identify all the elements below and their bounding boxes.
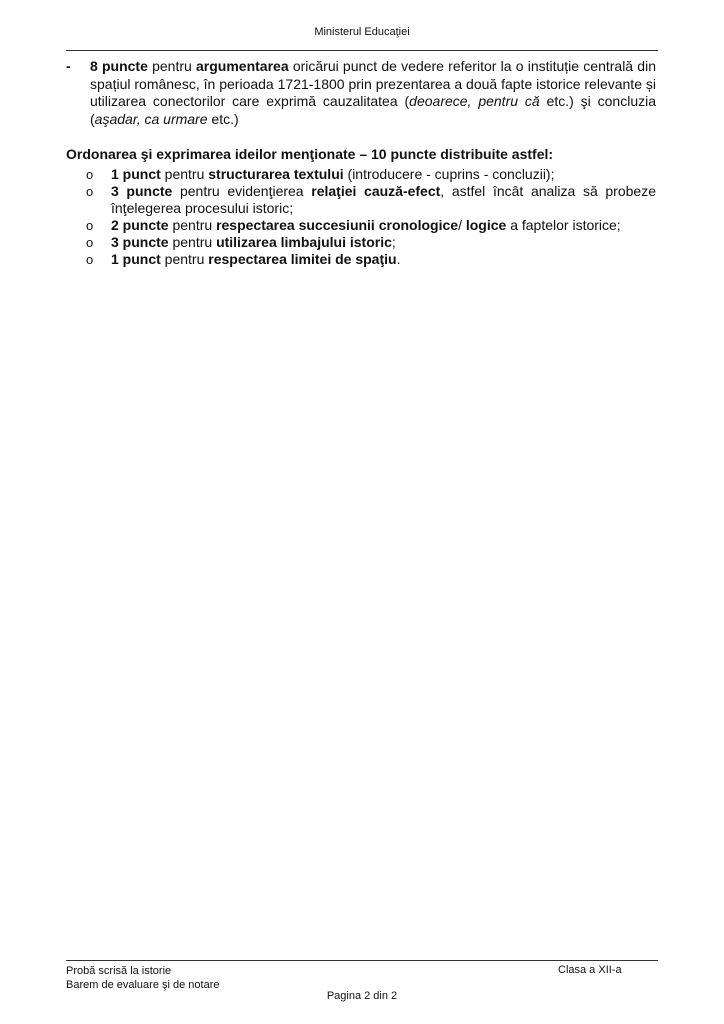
item-points: 2 puncte [111,217,169,233]
argument-paragraph [90,58,656,128]
item-keyword: respectarea succesiunii cronologice [216,217,459,233]
item-text: pentru [168,217,217,233]
circle-bullet-icon: o [86,252,94,267]
argument-criterion [66,58,656,128]
item-keyword: respectarea limitei de spaţiu [208,251,397,267]
item-keyword-2: logice [465,217,507,233]
item-text: pentru [168,234,217,250]
item-points: 3 puncte [111,183,173,199]
item-text: ; [391,234,396,250]
circle-bullet-icon: o [86,184,94,199]
argument-keyword: argumentarea [196,58,289,74]
item-keyword: relaţiei cauză-efect [311,183,441,199]
circle-bullet-icon: o [86,218,94,233]
list-item [86,166,656,183]
footer-rule [66,960,658,961]
item-text: , astfel încât analiza să probeze înţelegerea procesului istoric; [111,183,656,216]
footer-class: Clasa a XII-a [558,964,622,976]
list-item [86,251,656,268]
page-header: Ministerul Educaţiei [314,26,410,38]
footer-barem-title: Barem de evaluare şi de notare [66,979,220,991]
item-text: pentru evidenţierea [172,183,312,199]
dash-bullet: - [66,58,71,74]
argument-points: 8 puncte [90,58,148,74]
header-rule [66,50,658,51]
item-points: 1 punct [111,166,161,182]
item-text: pentru [160,166,209,182]
list-item [86,183,656,217]
argument-text-4: etc.) [207,110,239,127]
item-text: a faptelor istorice; [506,217,621,233]
page-number: Pagina 2 din 2 [326,990,398,1002]
list-item [86,217,656,234]
item-separator: / [458,217,466,233]
item-keyword: utilizarea limbajului istoric [216,234,392,250]
item-text: . [396,251,401,267]
argument-text-1: pentru [147,58,197,74]
section-heading: Ordonarea şi exprimarea ideilor menţionate – 10 puncte distribuite astfel: [66,146,554,162]
item-points: 1 punct [111,251,161,267]
list-item [86,234,656,251]
item-points: 3 puncte [111,234,169,250]
criteria-list [86,166,656,268]
footer-exam-title: Probă scrisă la istorie [66,965,172,977]
footer-left [66,964,219,992]
item-text: pentru [160,251,209,267]
item-text: (introducere - cuprins - concluzii); [343,166,555,182]
item-keyword: structurarea textului [208,166,344,182]
argument-example-2: aşadar, ca urmare [94,110,208,127]
circle-bullet-icon: o [86,235,94,250]
argument-text-3: etc.) şi concluzia ( [90,93,656,127]
argument-text-2: oricărui punct de vedere referitor la o instituție centrală din spațiul românesc, în perioada 1721-1800 prin prezentarea a două fapte istorice relevante și utilizarea conectorilor care exprimă cauzalitatea ( [90,58,656,109]
circle-bullet-icon: o [86,167,94,182]
argument-example-1: deoarece, pentru că [409,93,540,109]
